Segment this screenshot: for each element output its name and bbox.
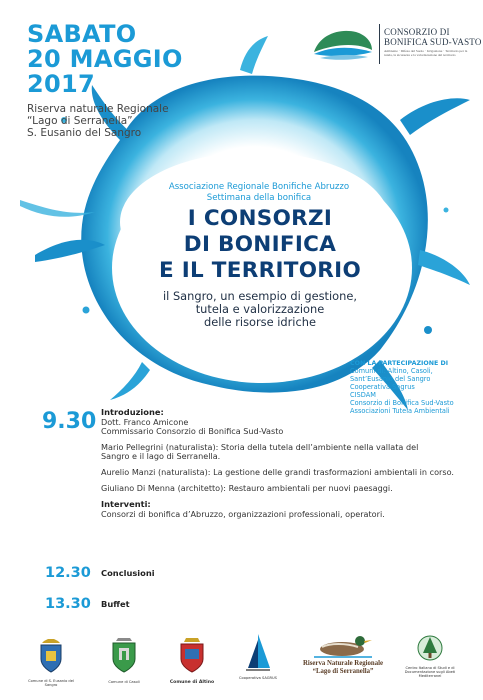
footer-logo-1-label: Comune di S. Eusanio del Sangro <box>28 679 74 688</box>
crest-casoli-icon <box>110 635 138 675</box>
intro-role: Commissario Consorzio di Bonifica Sud-Vasto <box>101 426 284 437</box>
footer-logo-4-label: Cooperativa SAGRUS <box>239 676 277 680</box>
logo-name-line-2: BONIFICA SUD-VASTO <box>384 37 482 47</box>
session-2-time: 12.30 <box>45 565 91 581</box>
talk-2: Aurelio Manzi (naturalista): La gestione delle grandi trasformazioni ambientali in corso. <box>101 466 454 477</box>
fir-tree-icon <box>417 633 443 663</box>
association-name: Associazione Regionale Bonifiche Abruzzo <box>168 182 350 192</box>
participation-heading: CON LA PARTECIPAZIONE DI <box>350 360 449 367</box>
venue-line-2: “Lago di Serranella” <box>27 115 133 127</box>
footer-logo-2-label: Comune di Casoli <box>108 680 140 684</box>
subtitle-line-2: tutela e valorizzazione <box>195 302 325 316</box>
participation-item: CISDAM <box>350 390 376 399</box>
event-day: SABATO <box>27 20 137 48</box>
participation-item: Sant’Eusanio del Sangro <box>350 374 431 383</box>
footer-logo-5-line-2: “Lago di Serranella” <box>312 668 374 675</box>
intro-speaker: Dott. Franco Amicone <box>101 416 189 427</box>
interventi-text: Consorzi di bonifica d’Abruzzo, organizzazioni professionali, operatori. <box>101 508 385 519</box>
talk-3: Giuliano Di Menna (architetto): Restauro ambientali per nuovi paesaggi. <box>101 483 393 494</box>
footer-logo-3-label: Comune di Altino <box>169 680 215 685</box>
logo-name-line-1: CONSORZIO DI <box>384 27 450 37</box>
footer-logo-5-line-1: Riserva Naturale Regionale <box>302 660 384 667</box>
intro-label: Introduzione: <box>101 407 164 417</box>
subtitle-line-3: delle risorse idriche <box>204 315 316 329</box>
venue-line-1: Riserva naturale Regionale <box>27 103 169 115</box>
interventi-label: Interventi: <box>101 499 151 510</box>
crest-altino-icon <box>178 635 206 675</box>
sagrus-sail-icon <box>244 632 272 674</box>
logo-divider <box>379 24 380 64</box>
event-date: 20 MAGGIO <box>27 45 183 73</box>
participation-item: Comuni di: Altino, Casoli, <box>350 367 433 375</box>
venue-line-3: S. Eusanio del Sangro <box>27 127 142 139</box>
session-2-label: Conclusioni <box>101 568 155 578</box>
event-year: 2017 <box>27 70 95 98</box>
duck-icon <box>310 633 376 659</box>
crest-eusanio-icon <box>38 637 64 675</box>
participation-item: Associazioni Tutela Ambientali <box>350 406 450 415</box>
footer-logo-6-label: Centro Italiano di Studi e di Documentazione sugli Abeti Mediterranei <box>404 666 456 679</box>
logo-tagline: Ambiente · Difesa del Suolo · Irrigazione · Territorio per la tutela, la sicurezza e la valorizzazione del territorio <box>384 49 468 57</box>
participation-item: Cooperativa Sagrus <box>350 382 415 391</box>
association-week: Settimana della bonifica <box>206 193 312 203</box>
title-line-2: DI BONIFICA <box>183 232 337 257</box>
session-3-time: 13.30 <box>45 596 91 612</box>
session-1-time: 9.30 <box>42 409 97 434</box>
participation-item: Consorzio di Bonifica Sud-Vasto <box>350 398 454 407</box>
session-1-details <box>101 408 471 519</box>
talk-1-line-1: Mario Pellegrini (naturalista): Storia della tutela dell’ambiente nella vallata del <box>101 441 419 452</box>
consortium-logo-icon <box>310 24 376 64</box>
title-line-1: I CONSORZI <box>187 206 333 231</box>
talk-1-line-2: Sangro e il lago di Serranella. <box>101 451 221 462</box>
session-3-label: Buffet <box>101 599 130 609</box>
subtitle-line-1: il Sangro, un esempio di gestione, <box>163 289 357 303</box>
title-line-3: E IL TERRITORIO <box>158 258 362 283</box>
